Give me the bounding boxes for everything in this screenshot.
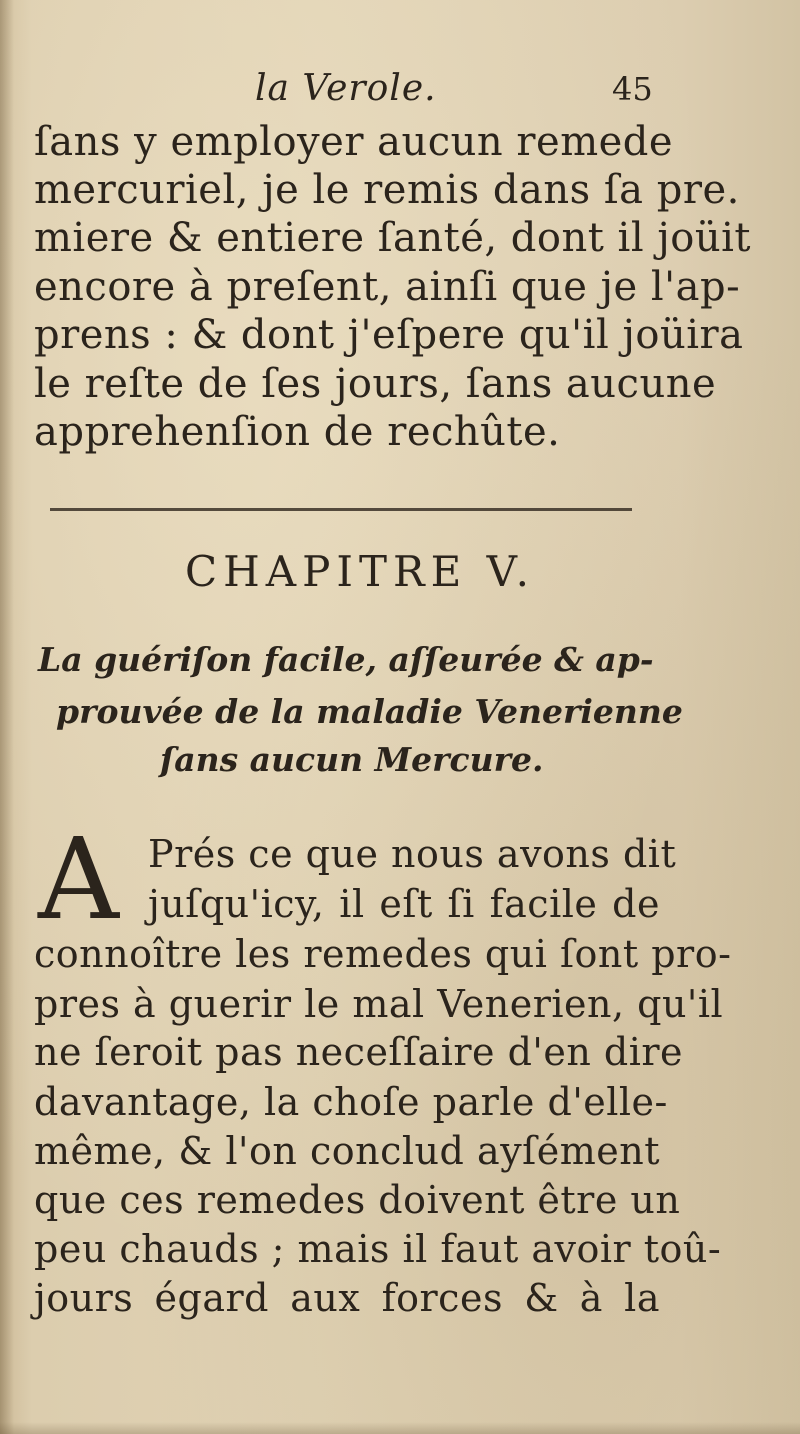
drop-cap: A	[38, 815, 119, 945]
text-line: Prés ce que nous avons dit	[148, 832, 677, 876]
text-line: mercuriel, je le remis dans ſa pre.	[34, 167, 740, 213]
text-line: que ces remedes doivent être un	[34, 1178, 681, 1222]
chapter-subtitle-line: ſans aucun Mercure.	[160, 740, 544, 779]
chapter-subtitle-line: prouvée de la maladie Venerienne	[56, 692, 683, 731]
text-line: juſqu'icy, il eſt ſi facile de	[148, 882, 660, 926]
text-line: miere & entiere ſanté, dont il joüit	[34, 215, 751, 261]
text-line: prens : & dont j'eſpere qu'il joüira	[34, 312, 744, 358]
text-line: davantage, la choſe parle d'elle-	[34, 1080, 668, 1124]
page-number: 45	[612, 70, 653, 108]
text-line: jours égard aux forces & à la	[34, 1276, 660, 1320]
text-line: peu chauds ; mais il faut avoir toû-	[34, 1227, 722, 1271]
page-gutter-shadow	[0, 0, 14, 1434]
section-divider-rule	[50, 508, 632, 511]
text-line: ſans y employer aucun remede	[34, 119, 674, 165]
chapter-subtitle-line: La guériſon facile, aſſeurée & ap-	[38, 640, 654, 679]
text-line: connoître les remedes qui ſont pro-	[34, 932, 732, 976]
page-bottom-shadow	[0, 1422, 800, 1434]
text-line: encore à preſent, ainſi que je l'ap-	[34, 264, 741, 310]
text-line: le reſte de ſes jours, ſans aucune	[34, 361, 717, 407]
text-line: pres à guerir le mal Venerien, qu'il	[34, 982, 724, 1026]
running-head	[0, 68, 800, 112]
text-line: apprehenſion de rechûte.	[34, 409, 561, 455]
chapter-heading: CHAPITRE V.	[185, 547, 535, 596]
text-line: même, & l'on conclud ayſément	[34, 1129, 660, 1173]
text-line: ne ſeroit pas neceſſaire d'en dire	[34, 1030, 684, 1074]
running-head-title: la Verole.	[255, 68, 437, 109]
